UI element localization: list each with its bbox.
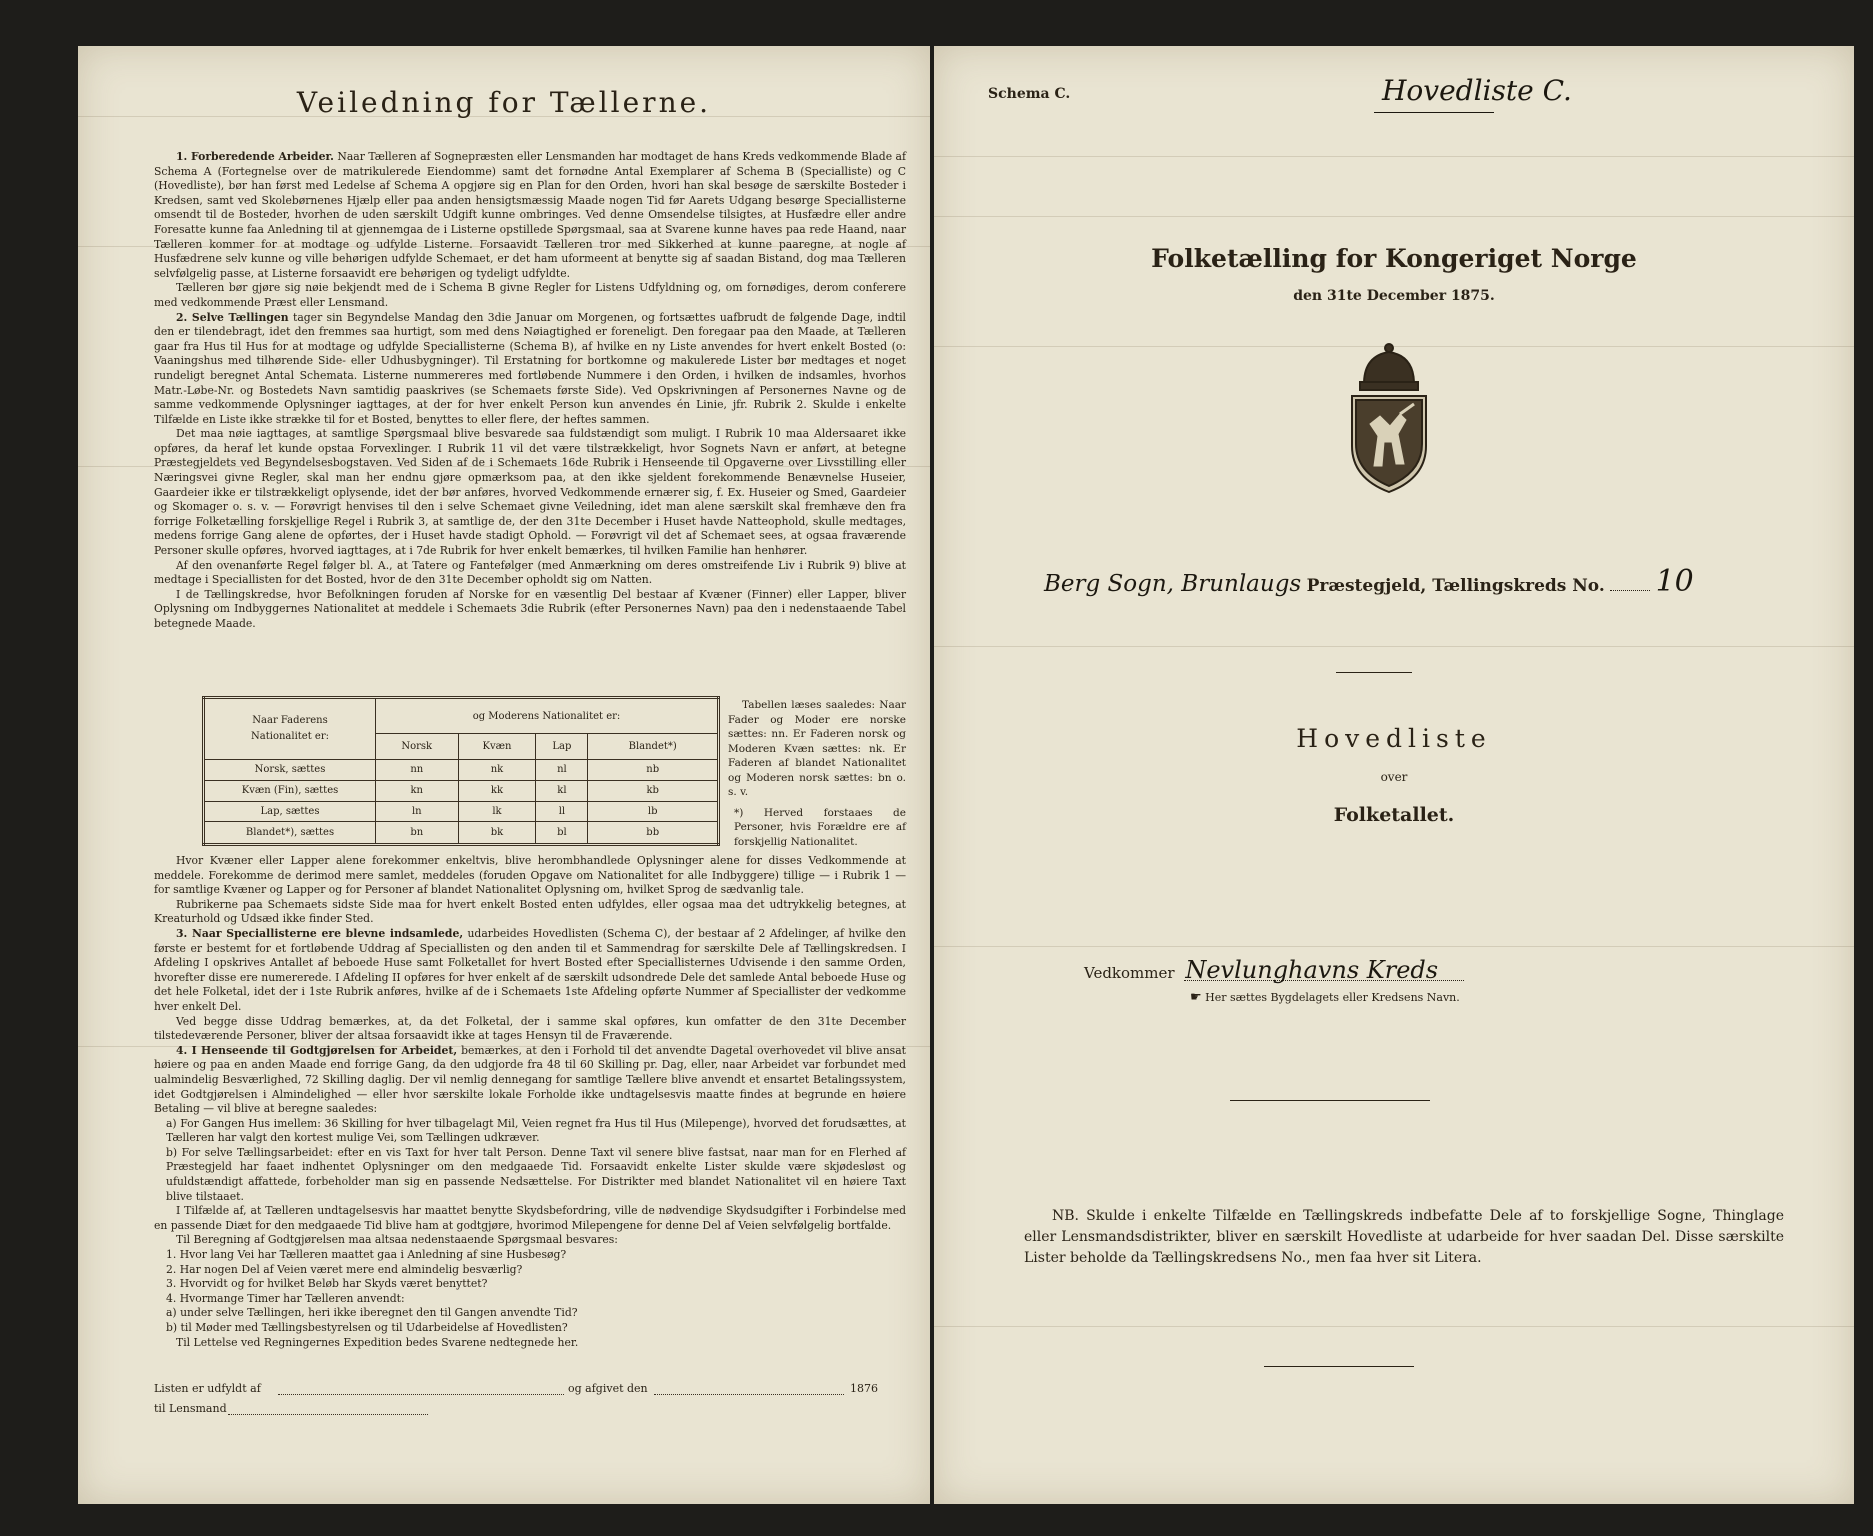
table-cell: bn [376,822,459,845]
district-printed-label: Præstegjeld, Tællingskreds No. [1306,576,1605,596]
divider [1336,672,1412,673]
paragraph-text: 3. Hvorvidt og for hvilket Beløb har Skyds været benyttet? [166,1277,488,1291]
instruction-paragraph [154,1233,906,1248]
table-cell: bk [458,822,536,845]
paragraph-heading: 3. Naar Speciallisterne ere blevne indsamlede, [176,926,464,940]
bleed-rule [934,216,1854,217]
right-page [934,46,1854,1504]
instruction-paragraph [154,559,906,588]
table-cell: kb [588,780,719,801]
table-cell: nl [536,760,588,781]
year-label: 1876 [850,1382,878,1395]
coat-of-arms-icon [1334,338,1444,498]
paragraph-text: 1. Hvor lang Vei har Tælleren maattet gaa i Anledning af sine Husbesøg? [166,1248,567,1262]
paragraph-text: b) For selve Tællingsarbeidet: efter en vis Taxt for hver talt Person. Denne Taxt vil senere blive fastsat, naar man for en Flerhed af Præstegjeld har faaet indhentet Oplysninger om den medgaaede Tid. Forsaavidt enkelte Lister skulde være skjødesløst og ufuldstændigt affattede, forbeholder man sig en passende Nedsættelse. For Distrikter med blandet Nationalitet vil en høiere Taxt blive tilstaaet. [166,1145,906,1203]
table-row-label: Blandet*), sættes [204,822,376,845]
bleed-rule [934,646,1854,647]
table-cell: lb [588,801,719,822]
instruction-paragraph [154,150,906,281]
instruction-paragraph [154,427,906,558]
paragraph-text: Hvor Kvæner eller Lapper alene forekommer enkeltvis, blive herombhandlede Oplysninger alene for disses Vedkommende at meddele. Forekomme de derimod mere samlet, meddeles (foruden Opgave om Nationalitet for alle Indbyggere) tillige — i Rubrik 1 — for samtlige Kvæner og Lapper og for Personer af blandet Nationalitet Oplysning om, hvilket Sprog de sædvanlig tale. [154,854,906,897]
hint-text: Her sættes Bygdelagets eller Kredsens Navn. [1205,991,1460,1004]
instruction-paragraph [154,281,906,310]
filled-by-label: Listen er udfyldt af [154,1382,261,1395]
paragraph-text: 4. Hvormange Timer har Tælleren anvendt: [166,1291,405,1305]
table-cell: kn [376,780,459,801]
handwritten-list-label: Hovedliste C. [1382,74,1572,107]
over-label: over [1380,770,1408,784]
table-cell: ln [376,801,459,822]
table-footnote: *) Herved forstaaes de Personer, hvis Forældre ere af forskjellig Nationalitet. [734,806,906,848]
table-note-text: Tabellen læses saaledes: Naar Fader og Moder ere norske sættes: nn. Er Faderen norsk og Moderen Kvæn sættes: nk. Er Faderen af blandet Nationalitet og Moderen norsk sættes: bn o. s. v. [728,699,906,798]
paragraph-text: I Tilfælde af, at Tælleren undtagelsesvis har maattet benytte Skydsbefordring, ville de nødvendige Skydsudgifter i Forbindelse med en passende Diæt for den medgaaede Tid blive ham at godtgjøre, hvorimod Milepengene for denne Del af Veien selvfølgelig bortfalde. [154,1204,906,1232]
instruction-paragraph [154,1117,906,1146]
concerns-label: Vedkommer [1084,964,1175,982]
parish-handwritten: Berg Sogn, Brunlaugs [1044,571,1302,597]
nationality-table [202,696,720,846]
instructions-text-continued [154,854,906,1350]
paragraph-text: Naar Tælleren af Sognepræsten eller Lensmanden har modtaget de hans Kreds vedkommende Blade af Schema A (Fortegnelse over de matrikulerede Eiendomme) samt det fornødne Antal Exemplarer af Schema B (Specialliste) og C (Hovedliste), bør han først med Ledelse af Schema A opgjøre sig en Plan for den Orden, hvori han skal besøge de særskilte Bosteder i Kredsen, samt ved Skolebørnenes Hjælp eller paa anden hensigtsmæssig Maade nogen Tid før Aarets Udgang besørge Speciallisterne omsendt til de Bosteder, hvorhen de uden særskilt Udgift kunne ombringes. Ved denne Omsendelse tilsigtes, at Husfædre eller andre Foresatte kunne faa Anledning til at gjennemgaa de i Listerne opstillede Spørgsmaal, saa at Svarene kunne haves paa rede Haand, naar Tælleren kommer for at modtage og udfylde Listerne. Forsaavidt Tælleren tror med Sikkerhed at kunne paaregne, at nogle af Husfædrene selv kunne og ville behørigen udfylde Schemaet, er det ham uformeent at benytte sig af saadan Bistand, dog maa Tælleren selvfølgelig passe, at Listerne forsaavidt ere behørigen og tydeligt udfyldte. [154,150,906,280]
census-title: Folketælling for Kongeriget Norge [1151,244,1637,273]
table-row [204,780,719,801]
paragraph-text: a) under selve Tællingen, heri ikke iberegnet den til Gangen anvendte Tid? [166,1306,578,1320]
table-cell: nn [376,760,459,781]
paragraph-text: Tælleren bør gjøre sig nøie bekjendt med de i Schema B givne Regler for Listens Udfyldning og, om fornødiges, derom conferere med vedkommende Præst eller Lensmand. [154,281,906,309]
table-row-label: Kvæn (Fin), sættes [204,780,376,801]
table-row-label: Lap, sættes [204,801,376,822]
instruction-paragraph [154,1044,906,1117]
divider [1230,1100,1430,1101]
table-cell: kl [536,780,588,801]
paragraph-text: bemærkes, at den i Forhold til det anvendte Dagetal overhovedet vil blive ansat høiere og paa en anden Maade end forrige Gang, da den udgjorde fra 48 til 60 Skilling pr. Dag, eller, naar Arbeidet var forbundet med ualmindelig Besværlighed, 72 Skilling daglig. Der vil nemlig dennegang for samtlige Tællere blive anvendt et ensartet Betalingssystem, idet Godtgjørelsen i Almindelighed — eller hvor særskilte lokale Forholde ikke undtagelsesvis maatte findes at begrunde en høiere Betaling — vil blive at beregne saaledes: [154,1043,906,1116]
table-cell: bb [588,822,719,845]
instruction-paragraph [154,1321,906,1336]
nb-note [1024,1206,1784,1269]
submitted-line [654,1394,844,1395]
lensmand-label: til Lensmand [154,1402,227,1415]
table-row [204,822,719,845]
table-row [204,801,719,822]
bleed-rule [934,1326,1854,1327]
concerns-dotted-line [1184,980,1464,981]
lensmand-line [228,1414,428,1415]
table-column-header: Kvæn [458,734,536,760]
district-line [1044,564,1824,599]
paragraph-heading: 4. I Henseende til Godtgjørelsen for Arbeidet, [176,1043,458,1057]
table-row [204,760,719,781]
bleed-rule [934,946,1854,947]
district-number-handwritten: 10 [1655,564,1694,599]
instruction-paragraph [154,311,906,428]
left-page [78,46,930,1504]
district-name-handwritten: Nevlunghavns Kreds [1185,956,1439,984]
table-cell: bl [536,822,588,845]
population-label: Folketallet. [1333,804,1455,826]
list-title: Hovedliste [1296,724,1492,753]
paragraph-text: 2. Har nogen Del af Veien været mere end almindelig besværlig? [166,1262,523,1276]
table-corner-line: Naar Faderens [252,715,328,726]
bleed-rule [934,156,1854,157]
instruction-paragraph [154,898,906,927]
table-cell: nk [458,760,536,781]
paragraph-text: tager sin Begyndelse Mandag den 3die Januar om Morgenen, og fortsættes uafbrudt de følgende Dage, indtil den er tilendebragt, idet den fremmes saa hurtigt, som med dens Nøiagtighed er foreneligt. Den foregaar paa den Maade, at Tælleren gaar fra Hus til Hus for at modtage og udfylde Speciallisterne (Schema B), af hvilke en ny Liste anvendes for hvert enkelt Bosted (o: Vaaningshus med tilhørende Side- eller Udhusbygninger). Til Erstatning for bortkomne og makulerede Lister bør medtages et noget rundeligt beregnet Antal Schemata. Listerne nummereres med fortløbende Nummere i den Orden, i hvilken de indsamles, hvorhos Matr.-Løbe-Nr. og Bostedets Navn samtidig paaskrives (se Schemaets første Side). Ved Opskrivningen af Personernes Navne og de samme vedkommende Oplysninger iagttages, at der for hver enkelt Person kun anvendes én Linie, jfr. Rubrik 2. Skulde i enkelte Tilfælde en Liste ikke strække til for et Bosted, benyttes to eller flere, der heftes sammen. [154,310,906,426]
paragraph-heading: 2. Selve Tællingen [176,310,289,324]
paragraph-text: Rubrikerne paa Schemaets sidste Side maa for hvert enkelt Bosted enten udfyldes, eller ogsaa maa det udtrykkelig betegnes, at Kreaturhold og Udsæd ikke finder Sted. [154,897,906,926]
paragraph-text: a) For Gangen Hus imellem: 36 Skilling for hver tilbagelagt Mil, Veien regnet fra Hus til Hus (Milepenge), hvorved det forudsættes, at Tælleren har valgt den kortest mulige Vei, som Tællingen udkræver. [166,1116,906,1145]
instruction-paragraph [154,1306,906,1321]
page-title: Veiledning for Tællerne. [296,86,712,119]
schema-label: Schema C. [988,86,1071,102]
table-cell: ll [536,801,588,822]
district-dotted-line [1610,590,1650,591]
table-cell: lk [458,801,536,822]
table-column-header: Blandet*) [588,734,719,760]
submitted-label: og afgivet den [568,1382,648,1395]
table-corner-header [204,698,376,760]
paragraph-text: Det maa nøie iagttages, at samtlige Spørgsmaal blive besvarede saa fuldstændigt som muligt. I Rubrik 10 maa Aldersaaret ikke opføres, da heraf let kunde opstaa Forvexlinger. I Rubrik 11 vil det være tilstrækkeligt, hvor Sognets Navn er anført, at betegne Præstegjeldets ved Begyndelsesbogstaven. Ved Siden af de i Schemaets 16de Rubrik i Henseende til Opgaverne over Livsstilling eller Næringsvei givne Regler, skal man her endnu gjøre opmærksom paa, at den ikke sjeldent forekommende Benævnelse Huseier, Gaardeier ikke er tilstrækkeligt oplysende, idet der bør anføres, hvorved Vedkommende ernærer sig, f. Ex. Huseier og Smed, Gaardeier og Skomager o. s. v. — Forøvrigt henvises til den i selve Schemaet givne Veiledning, idet man alene særskilt skal fremhæve den fra forrige Folketælling forskjellige Regel i Rubrik 3, at samtlige de, der den 31te December i Huset havde Natteophold, skulle medtages, medens forrige Gang alene de opførtes, der i Huset havde stadigt Ophold. — Forøvrigt vil det af Schemaet sees, at ogsaa fraværende Personer skulle opføres, hvorved iagttages, at i 7de Rubrik for hver enkelt bemærkes, til hvilken Familie han henhører. [154,427,906,558]
filled-by-line [278,1394,564,1395]
nb-text: NB. Skulde i enkelte Tilfælde en Tællingskreds indbefatte Dele af to forskjellige Sogne, Thinglage eller Lensmandsdistrikter, bliver en særskilt Hovedliste at udarbeide for hver saadan Del. Disse særskilte Lister beholde da Tællingskredsens No., men faa hver sit Litera. [1024,1208,1784,1266]
instruction-paragraph [154,1146,906,1204]
divider [1264,1366,1414,1367]
table-row-label: Norsk, sættes [204,760,376,781]
table-note [728,698,906,849]
table-column-header: Lap [536,734,588,760]
census-date: den 31te December 1875. [1293,288,1495,304]
handwritten-underline [1374,112,1494,113]
instruction-paragraph [154,1336,906,1351]
table-cell: nb [588,760,719,781]
instruction-paragraph [154,588,906,632]
paragraph-text: udarbeides Hovedlisten (Schema C), der bestaar af 2 Afdelinger, af hvilke den første er bestemt for et fortløbende Uddrag af Speciallisten og den anden til et Sammendrag for særskilte Dele af Tællingskredsen. I Afdeling I opskrives Antallet af beboede Huse samt Folketallet for hvert Bosted efter Speciallisternes Udvisende i den samme Orden, hvorefter disse ere numererede. I Afdeling II opføres for hver enkelt af de særskilt udsondrede Dele det samlede Antal beboede Huse og det hele Folketal, idet der i 1ste Rubrik anføres, hvilke af de i Schemaets 1ste Afdeling opførte Nummer af Speciallister der vedkomme hver enkelt Del. [154,926,906,1013]
paragraph-text: b) til Møder med Tællingsbestyrelsen og til Udarbeidelse af Hovedlisten? [166,1321,568,1334]
paragraph-text: Til Lettelse ved Regningernes Expedition bedes Svarene nedtegnede her. [176,1335,579,1349]
instruction-paragraph [154,1015,906,1044]
instruction-paragraph [154,1292,906,1307]
paragraph-text: I de Tællingskredse, hvor Befolkningen foruden af Norske for en væsentlig Del bestaar af Kvæner (Finner) eller Lapper, bliver Oplysning om Indbyggernes Nationalitet at meddele i Schemaets 3die Rubrik (efter Personernes Navn) paa den i nedenstaaende Tabel betegnede Maade. [154,587,906,630]
paragraph-text: Ved begge disse Uddrag bemærkes, at, da det Folketal, der i samme skal opføres, kun omfatter de den 31te December tilstedeværende Personer, bliver der altsaa forsaavidt ikke at tages Hensyn til de Fraværende. [154,1014,906,1043]
paragraph-heading: 1. Forberedende Arbeider. [176,150,334,163]
instruction-paragraph [154,854,906,898]
table-cell: kk [458,780,536,801]
pointing-hand-icon: ☛ [1190,990,1202,1005]
table-corner-line: Nationalitet er: [251,731,329,742]
instructions-text [154,150,906,632]
paragraph-text: Til Beregning af Godtgjørelsen maa altsaa nedenstaaende Spørgsmaal besvares: [176,1233,618,1247]
instruction-paragraph [154,1248,906,1263]
paragraph-text: Af den ovenanførte Regel følger bl. A., at Tatere og Fantefølger (med Anmærkning om deres omstreifende Liv i Rubrik 9) blive at medtage i Speciallisten for det Bosted, hvor de den 31te December opholdt sig om Natten. [154,558,906,587]
instruction-paragraph [154,927,906,1015]
instruction-paragraph [154,1277,906,1292]
table-group-header: og Moderens Nationalitet er: [376,698,719,734]
table-column-header: Norsk [376,734,459,760]
instruction-paragraph [154,1204,906,1233]
district-name-hint [1190,990,1460,1005]
instruction-paragraph [154,1263,906,1278]
